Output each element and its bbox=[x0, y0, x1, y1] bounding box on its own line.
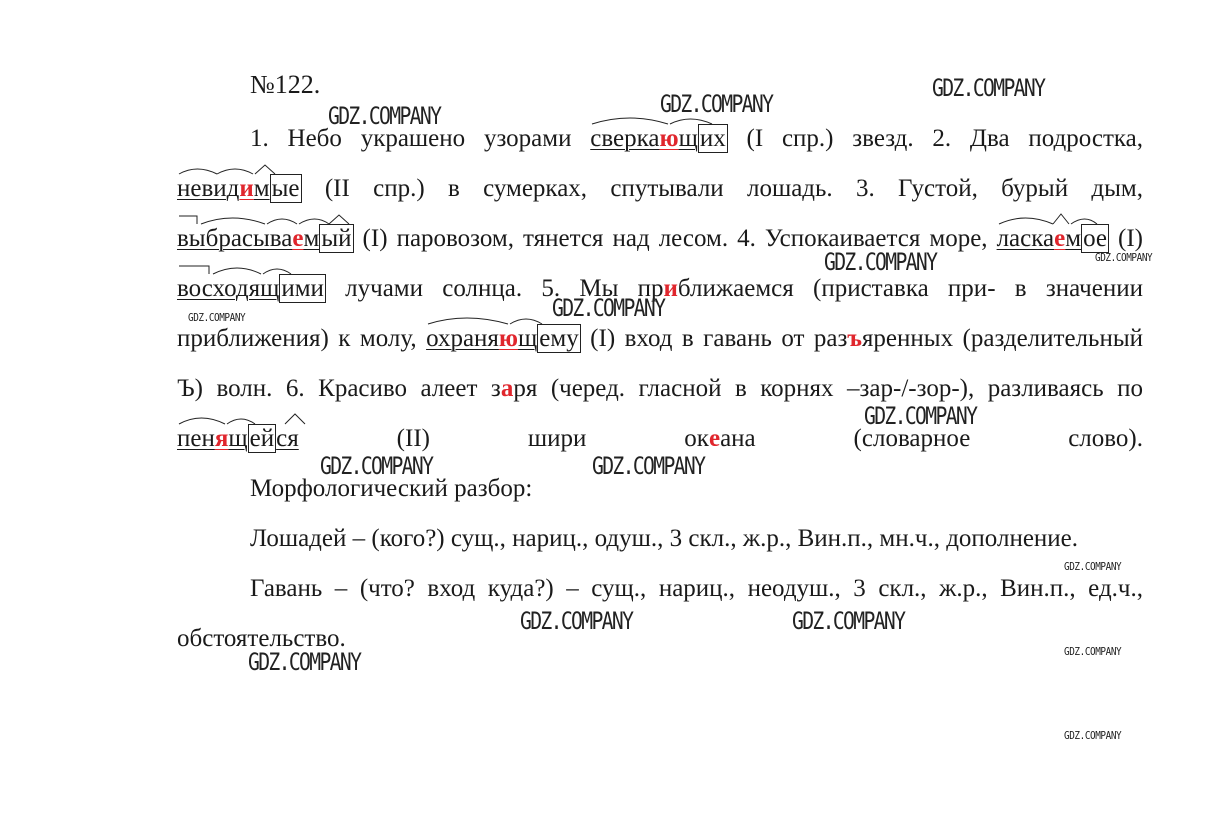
watermark: GDZ.COMPANY bbox=[552, 294, 665, 322]
word-ending: ые bbox=[271, 175, 300, 202]
word-postfix: ся bbox=[276, 425, 299, 452]
text-run: (I спр.) звезд. 2. Два подростка, bbox=[727, 125, 1143, 152]
watermark: GDZ.COMPANY bbox=[1064, 560, 1122, 573]
highlighted-letter: и bbox=[663, 275, 678, 302]
exercise-number: №122. bbox=[250, 70, 321, 99]
parsed-word-penyashcheysya bbox=[177, 414, 299, 464]
suffix-vowel: я bbox=[214, 425, 229, 452]
suffix-vowel: ю bbox=[498, 325, 519, 352]
word-ending: ими bbox=[281, 275, 324, 302]
watermark: GDZ.COMPANY bbox=[1064, 645, 1122, 658]
word-root: выбрасыва bbox=[177, 225, 293, 252]
text-run: (I) вход в гавань от раз bbox=[580, 325, 848, 352]
suffix-vowel: е bbox=[292, 225, 304, 252]
morpheme-arcs bbox=[177, 412, 317, 426]
text-run: (I) паровозом, тянется над лесом. 4. Успокаивается море, bbox=[353, 225, 997, 252]
watermark: GDZ.COMPANY bbox=[824, 248, 937, 276]
text-run: (II спр.) в сумерках, спутывали лошадь. 3. Густой, бурый дым, bbox=[301, 175, 1143, 202]
highlighted-letter: а bbox=[500, 375, 514, 402]
watermark: GDZ.COMPANY bbox=[188, 311, 246, 324]
word-suffix: щ bbox=[228, 425, 248, 452]
highlighted-letter: ъ bbox=[847, 325, 862, 352]
word-suffix: щ bbox=[518, 325, 538, 352]
word-suffix: м bbox=[303, 225, 320, 252]
text-run: ря (черед. гласной в корнях –зар-/-зор-), разливаясь по bbox=[513, 375, 1143, 402]
parsed-word-nevidimye bbox=[177, 164, 302, 214]
word-ending: ый bbox=[321, 225, 352, 252]
parsed-word-sverkayushchikh bbox=[590, 114, 727, 164]
word-ending: ое bbox=[1083, 225, 1107, 252]
morph-analysis-1: Лошадей – (кого?) сущ., нариц., одуш., 3 скл., ж.р., Вин.п., мн.ч., дополнение. bbox=[250, 525, 1079, 552]
word-ending: ему bbox=[539, 325, 579, 352]
word-root: невид bbox=[177, 175, 240, 202]
word-root: восходящ bbox=[177, 275, 280, 302]
watermark: GDZ.COMPANY bbox=[328, 102, 441, 130]
exercise-text bbox=[177, 114, 1143, 664]
watermark: GDZ.COMPANY bbox=[792, 607, 905, 635]
highlighted-letter: е bbox=[708, 425, 721, 452]
word-suffix: м bbox=[253, 175, 270, 202]
suffix-vowel: и bbox=[239, 175, 254, 202]
word-suffix: м bbox=[1065, 225, 1082, 252]
watermark: GDZ.COMPANY bbox=[864, 402, 977, 430]
morph-analysis-2: Гавань – (что? вход куда?) – сущ., нариц., неодуш., 3 скл., ж.р., Вин.п., ед.ч., обстоятельство. bbox=[177, 575, 1143, 652]
word-root: ласка bbox=[996, 225, 1055, 252]
morph-heading: Морфологический разбор: bbox=[250, 475, 533, 502]
word-root: охраня bbox=[426, 325, 499, 352]
watermark: GDZ.COMPANY bbox=[660, 90, 773, 118]
suffix-vowel: е bbox=[1054, 225, 1066, 252]
text-run: (II) шири ок bbox=[298, 425, 709, 452]
text-run: 1. Небо украшено узорами bbox=[250, 125, 591, 152]
parsed-word-vybrasyvaemyy bbox=[177, 214, 354, 264]
watermark: GDZ.COMPANY bbox=[520, 607, 633, 635]
word-ending: ей bbox=[249, 425, 275, 452]
parsed-word-voskhodyashchimi bbox=[177, 264, 326, 314]
word-ending: их bbox=[699, 125, 726, 152]
text-run: яренных (разделительный Ъ) волн. 6. Красиво алеет з bbox=[177, 325, 1143, 402]
watermark: GDZ.COMPANY bbox=[592, 452, 705, 480]
word-root: сверка bbox=[590, 125, 660, 152]
text-run: (I) bbox=[1108, 225, 1143, 252]
word-root: пен bbox=[177, 425, 215, 452]
text-run: ана (словарное слово). bbox=[720, 425, 1143, 452]
suffix-vowel: ю bbox=[659, 125, 679, 152]
watermark: GDZ.COMPANY bbox=[248, 648, 361, 676]
watermark: GDZ.COMPANY bbox=[932, 74, 1045, 102]
word-suffix: щ bbox=[678, 125, 698, 152]
sentences-paragraph bbox=[177, 114, 1143, 464]
watermark: GDZ.COMPANY bbox=[1095, 251, 1153, 264]
watermark: GDZ.COMPANY bbox=[1064, 729, 1122, 742]
parsed-word-laskaemoe bbox=[997, 214, 1109, 264]
text-run: ближаемся (приставка при- в значении приближения) к молу, bbox=[177, 275, 1143, 352]
text-run: лучами солнца. 5. Мы пр bbox=[325, 275, 664, 302]
watermark: GDZ.COMPANY bbox=[320, 452, 433, 480]
